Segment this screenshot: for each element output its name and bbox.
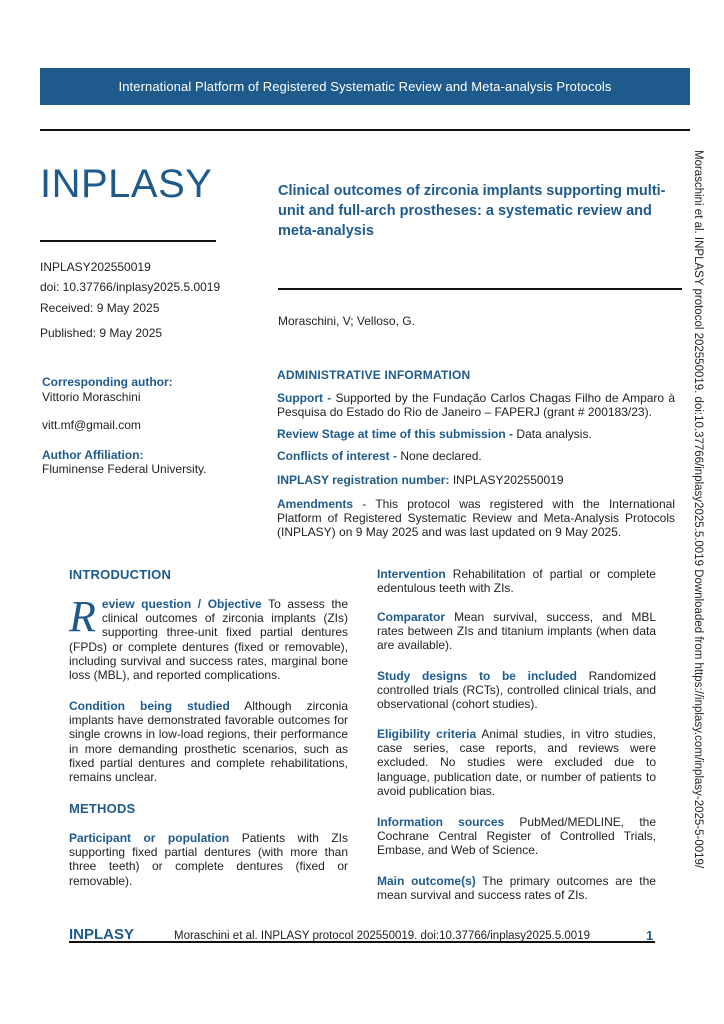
information-sources [377, 815, 656, 858]
inplasy-logo: INPLASY [40, 162, 213, 206]
support-text: Supported by the Fundação Carlos Chagas Filho de Amparo à Pesquisa do Estado do Rio de Janeiro – FAPERJ (grant # 200183/23). [277, 391, 675, 419]
reg-label: INPLASY registration number: [277, 473, 450, 487]
footer-logo: INPLASY [69, 926, 135, 943]
doi[interactable]: doi: 10.37766/inplasy2025.5.0019 [40, 280, 221, 294]
drop-cap: R [69, 592, 96, 641]
author-email[interactable]: vitt.mf@gmail.com [42, 418, 141, 432]
conflicts-label: Conflicts of interest - [277, 449, 398, 463]
main-outcomes [377, 874, 656, 902]
admin-heading: ADMINISTRATIVE INFORMATION [277, 368, 471, 382]
eligibility-criteria [377, 727, 656, 798]
study-designs-label: Study designs to be included [377, 669, 577, 683]
review-question-label: eview question / Objective [101, 597, 262, 611]
article-title: Clinical outcomes of zirconia implants supporting multi-unit and full-arch prostheses: a systematic review and meta-analysis [278, 183, 666, 239]
review-stage [277, 427, 675, 441]
condition-label: Condition being studied [69, 699, 230, 713]
intervention-label: Intervention [377, 567, 446, 581]
divider [40, 129, 690, 131]
stage-text: Data analysis. [516, 427, 592, 441]
authors: Moraschini, V; Velloso, G. [278, 314, 415, 328]
eligibility-text: Animal studies, in vitro studies, case series, case reports, and reviews were excluded. No studies were excluded due to language, publication date, or number of patients to avoid publication bias. [377, 727, 656, 798]
methods-heading: METHODS [69, 801, 136, 816]
condition-studied [69, 699, 348, 784]
main-outcomes-label: Main outcome(s) [377, 874, 476, 888]
registration-id: INPLASY202550019 [40, 260, 151, 274]
review-question [69, 592, 349, 683]
eligibility-label: Eligibility criteria [377, 727, 477, 741]
received-date: Received: 9 May 2025 [40, 301, 160, 315]
amend-text: - This protocol was registered with the International Platform of Registered Systematic Review and Meta-Analysis Protocols (INPLASY) on 9 May 2025 and was last updated on 9 May 2025. [277, 497, 675, 539]
stage-label: Review Stage at time of this submission - [277, 427, 514, 441]
footer-citation: Moraschini et al. INPLASY protocol 202550019. doi:10.37766/inplasy2025.5.0019 [174, 930, 590, 942]
divider [278, 288, 682, 290]
support-section [277, 391, 675, 419]
conflicts-text: None declared. [400, 449, 482, 463]
condition-text: Although zirconia implants have demonstrated favorable outcomes for single crowns in low-load regions, their performance in more demanding prosthetic scenarios, such as fixed partial dentures and complete rehabilitations, remains unclear. [69, 699, 348, 785]
amendments [277, 497, 675, 539]
amend-label: Amendments [277, 497, 354, 511]
review-question-text: To assess the clinical outcomes of zirconia implants (ZIs) supporting three-unit fixed partial dentures (FPDs) or complete dentures (fixed or removable), including survival and success rates, marginal bone loss (MBL), and reported complications. [69, 597, 349, 683]
study-designs [377, 669, 656, 712]
information-sources-label: Information sources [377, 815, 505, 829]
study-designs-text: Randomized controlled trials (RCTs), controlled clinical trials, and observational (cohort studies). [377, 669, 656, 712]
header-banner: International Platform of Registered Systematic Review and Meta-analysis Protocols [40, 68, 690, 105]
comparator [377, 610, 656, 653]
introduction-heading: INTRODUCTION [69, 567, 172, 582]
divider [40, 240, 216, 242]
registration-number [277, 473, 675, 487]
corresponding-author-name: Vittorio Moraschini [42, 390, 141, 404]
page-number: 1 [646, 928, 654, 943]
population-label: Participant or population [69, 831, 230, 845]
conflicts [277, 449, 675, 463]
participant-population [69, 831, 348, 888]
corresponding-author-label: Corresponding author: [42, 375, 173, 389]
intervention-text: Rehabilitation of partial or complete edentulous teeth with ZIs. [377, 567, 656, 596]
comparator-label: Comparator [377, 610, 446, 624]
population-text: Patients with ZIs supporting fixed partial dentures (with more than three teeth) or complete dentures (fixed or removable). [69, 831, 348, 888]
main-outcomes-text: The primary outcomes are the mean survival and success rates of ZIs. [377, 874, 656, 903]
published-date: Published: 9 May 2025 [40, 326, 163, 340]
intervention [377, 567, 656, 595]
side-note[interactable]: Moraschini et al. INPLASY protocol 202550019. doi:10.37766/inplasy2025.5.0019 Downloaded from https://inplasy.com/inplasy-2025-5-0019/ [692, 150, 704, 869]
information-sources-text: PubMed/MEDLINE, the Cochrane Central Register of Controlled Trials, Embase, and Web of Science. [377, 815, 656, 858]
support-label: Support - [277, 391, 332, 405]
affiliation: Fluminense Federal University. [42, 462, 207, 476]
comparator-text: Mean survival, success, and MBL rates between ZIs and titanium implants (when data are available). [377, 610, 656, 653]
affiliation-label: Author Affiliation: [42, 448, 144, 462]
reg-text: INPLASY202550019 [452, 473, 564, 487]
